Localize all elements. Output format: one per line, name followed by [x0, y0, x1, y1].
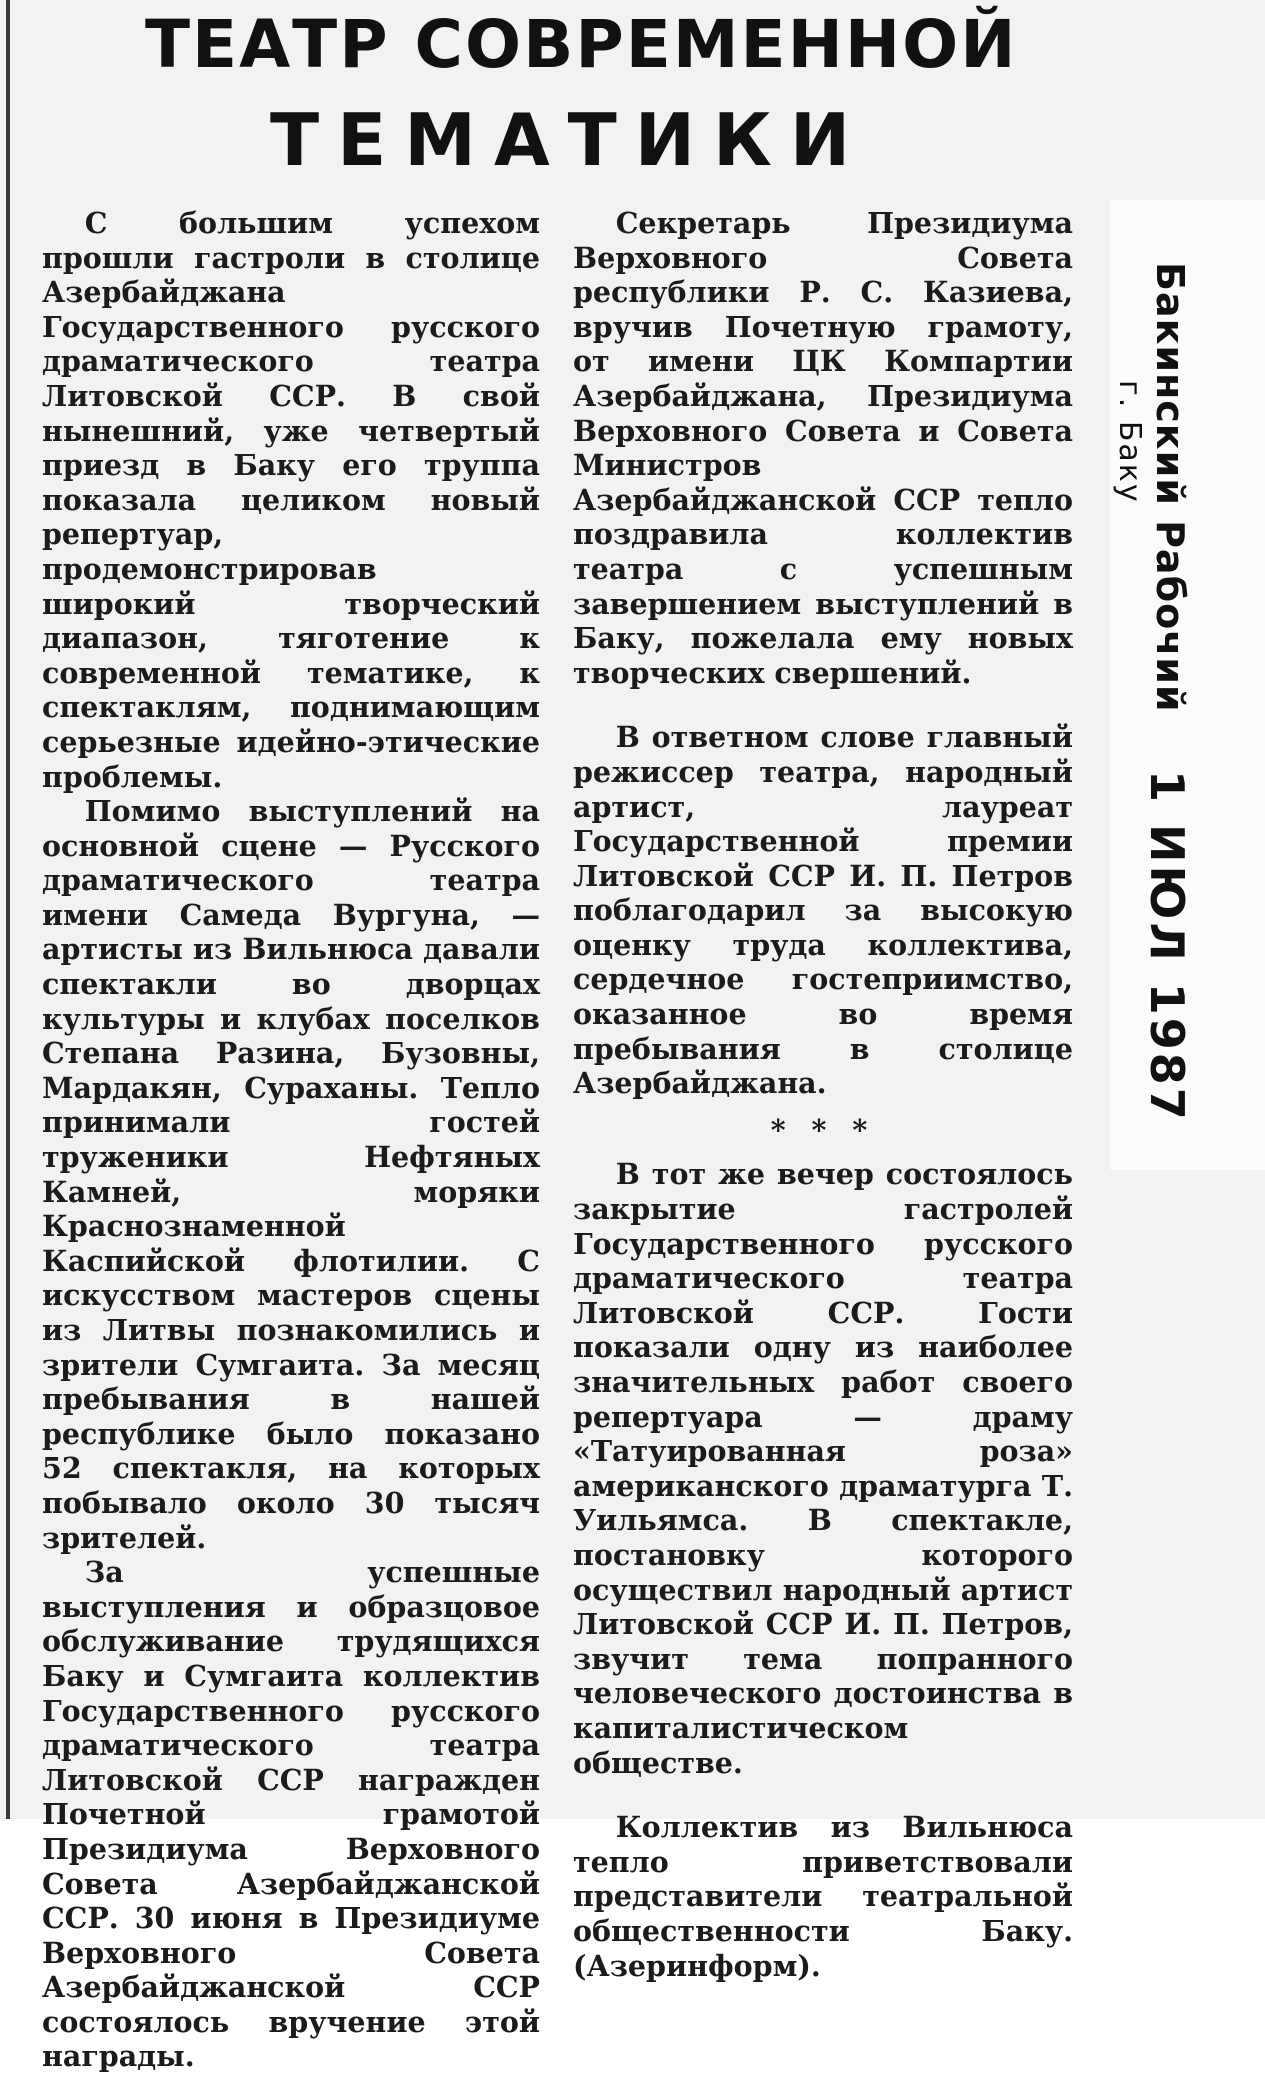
paragraph: За успешные выступления и образцовое обслуживание трудящихся Баку и Сумгаита коллектив Государственного русского драматического театра Литовской ССР награжден Почетной грамотой Президиума Верховного Совета Азербайджанской ССР. 30 июня в Президиуме Верховного Совета Азербайджанской ССР состоялось вручение этой награды.	[42, 1555, 540, 2074]
section-separator: * * *	[770, 1112, 876, 1147]
paragraph: Секретарь Президиума Верховного Совета республики Р. С. Казиева, вручив Почетную грамоту, от имени ЦК Компартии Азербайджана, Президиума Верховного Совета и Совета Министров Азербайджанской ССР тепло поздравила коллектив театра с успешным завершением выступлений в Баку, пожелала ему новых творческих свершений.	[573, 206, 1073, 690]
paragraph: В тот же вечер состоялось закрытие гастролей Государственного русского драматического театра Литовской ССР. Гости показали одну из наиболее значительных работ своего репертуара — драму «Татуированная роза» американского драматурга Т. Уильямса. В спектакле, постановку которого осуществил народный артист Литовской ССР И. П. Петров, звучит тема попранного человеческого достоинства в капиталистическом обществе.	[573, 1157, 1073, 1780]
headline-line-1: ТЕАТР СОВРЕМЕННОЙ	[145, 6, 1018, 83]
article-column-left	[42, 206, 540, 2074]
headline-line-2: ТЕМАТИКИ	[270, 98, 869, 182]
paragraph: С большим успехом прошли гастроли в столице Азербайджана Государственного русского драматического театра Литовской ССР. В свой нынешний, уже четвертый приезд в Баку его труппа показала целиком новый репертуар, продемонстрировав широкий творческий диапазон, тяготение к современной тематике, к спектаклям, поднимающим серьезные идейно-этические проблемы.	[42, 206, 540, 794]
paragraph: Коллектив из Вильнюса тепло приветствовали представители театральной общественности Баку. (Азеринформ).	[573, 1810, 1073, 1983]
paragraph: В ответном слове главный режиссер театра, народный артист, лауреат Государственной премии Литовской ССР И. П. Петров поблагодарил за высокую оценку труда коллектива, сердечное гостеприимство, оказанное во время пребывания в столице Азербайджана.	[573, 720, 1073, 1101]
city-label: г. Баку	[1112, 380, 1147, 504]
date-stamp: 1 ИЮЛ 1987	[1140, 770, 1194, 1123]
page-edge	[6, 0, 10, 1819]
article-column-right	[573, 206, 1073, 1983]
newspaper-source-label: Бакинский Рабочий	[1148, 262, 1192, 713]
paragraph: Помимо выступлений на основной сцене — Русского драматического театра имени Самеда Вургуна, — артисты из Вильнюса давали спектакли во дворцах культуры и клубах поселков Степана Разина, Бузовны, Мардакян, Сураханы. Тепло принимали гостей труженики Нефтяных Камней, моряки Краснознаменной Каспийской флотилии. С искусством мастеров сцены из Литвы познакомились и зрители Сумгаита. За месяц пребывания в нашей республике было показано 52 спектакля, на которых побывало около 30 тысяч зрителей.	[42, 794, 540, 1555]
